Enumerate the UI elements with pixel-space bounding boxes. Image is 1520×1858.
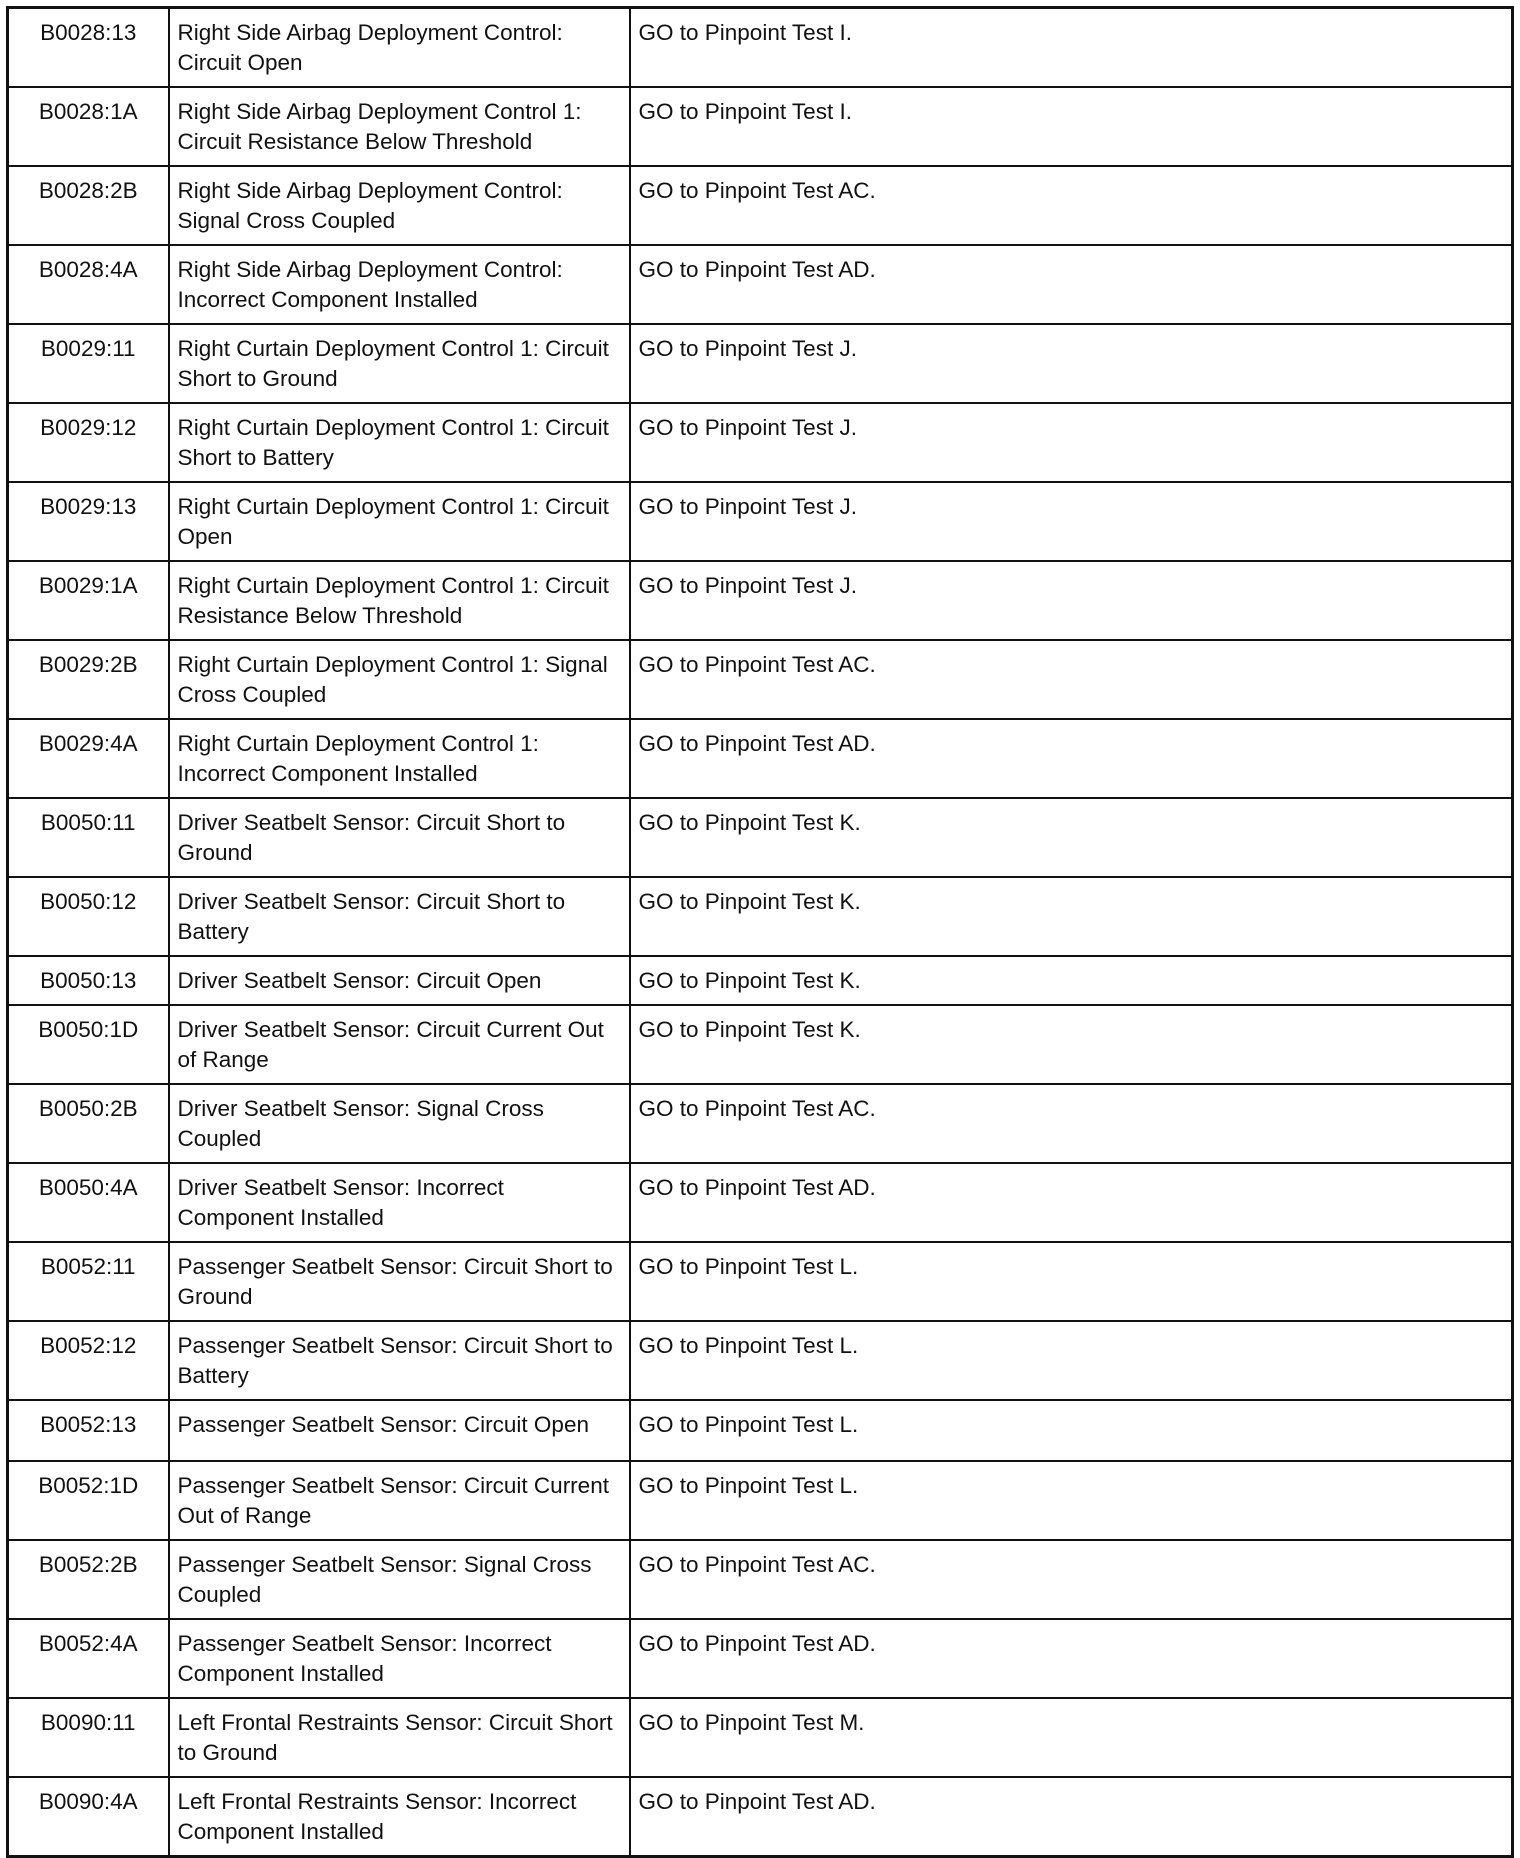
table-row bbox=[8, 956, 1513, 1005]
dtc-code-cell: B0050:1D bbox=[8, 1005, 169, 1084]
dtc-table bbox=[6, 6, 1514, 1858]
dtc-chart-page bbox=[6, 6, 1511, 1858]
table-row bbox=[8, 1005, 1513, 1084]
table-row bbox=[8, 166, 1513, 245]
action-cell: GO to Pinpoint Test K. bbox=[630, 798, 1513, 877]
table-row bbox=[8, 1540, 1513, 1619]
table-row bbox=[8, 640, 1513, 719]
dtc-code-cell: B0052:1D bbox=[8, 1461, 169, 1540]
action-cell: GO to Pinpoint Test K. bbox=[630, 956, 1513, 1005]
table-row bbox=[8, 561, 1513, 640]
description-cell: Right Side Airbag Deployment Control: Signal Cross Coupled bbox=[169, 166, 630, 245]
table-row bbox=[8, 1619, 1513, 1698]
dtc-code-cell: B0052:12 bbox=[8, 1321, 169, 1400]
table-row bbox=[8, 482, 1513, 561]
description-cell: Right Side Airbag Deployment Control: Incorrect Component Installed bbox=[169, 245, 630, 324]
dtc-code-cell: B0052:2B bbox=[8, 1540, 169, 1619]
action-cell: GO to Pinpoint Test L. bbox=[630, 1242, 1513, 1321]
description-cell: Driver Seatbelt Sensor: Circuit Short to Ground bbox=[169, 798, 630, 877]
dtc-code-cell: B0029:12 bbox=[8, 403, 169, 482]
dtc-code-cell: B0029:1A bbox=[8, 561, 169, 640]
dtc-code-cell: B0028:2B bbox=[8, 166, 169, 245]
action-cell: GO to Pinpoint Test K. bbox=[630, 1005, 1513, 1084]
description-cell: Right Curtain Deployment Control 1: Circuit Short to Battery bbox=[169, 403, 630, 482]
dtc-code-cell: B0050:12 bbox=[8, 877, 169, 956]
description-cell: Left Frontal Restraints Sensor: Incorrect Component Installed bbox=[169, 1777, 630, 1857]
action-cell: GO to Pinpoint Test I. bbox=[630, 87, 1513, 166]
dtc-code-cell: B0052:4A bbox=[8, 1619, 169, 1698]
description-cell: Passenger Seatbelt Sensor: Circuit Current Out of Range bbox=[169, 1461, 630, 1540]
description-cell: Driver Seatbelt Sensor: Incorrect Component Installed bbox=[169, 1163, 630, 1242]
description-cell: Driver Seatbelt Sensor: Circuit Short to Battery bbox=[169, 877, 630, 956]
action-cell: GO to Pinpoint Test J. bbox=[630, 482, 1513, 561]
table-row bbox=[8, 1163, 1513, 1242]
table-row bbox=[8, 403, 1513, 482]
table-row bbox=[8, 324, 1513, 403]
dtc-code-cell: B0029:2B bbox=[8, 640, 169, 719]
dtc-code-cell: B0050:13 bbox=[8, 956, 169, 1005]
description-cell: Right Curtain Deployment Control 1: Circuit Short to Ground bbox=[169, 324, 630, 403]
dtc-code-cell: B0090:4A bbox=[8, 1777, 169, 1857]
description-cell: Passenger Seatbelt Sensor: Circuit Open bbox=[169, 1400, 630, 1461]
dtc-code-cell: B0028:13 bbox=[8, 8, 169, 88]
dtc-code-cell: B0052:11 bbox=[8, 1242, 169, 1321]
dtc-code-cell: B0050:11 bbox=[8, 798, 169, 877]
table-row bbox=[8, 1084, 1513, 1163]
description-cell: Driver Seatbelt Sensor: Circuit Open bbox=[169, 956, 630, 1005]
description-cell: Passenger Seatbelt Sensor: Signal Cross Coupled bbox=[169, 1540, 630, 1619]
description-cell: Right Side Airbag Deployment Control: Circuit Open bbox=[169, 8, 630, 88]
action-cell: GO to Pinpoint Test L. bbox=[630, 1321, 1513, 1400]
action-cell: GO to Pinpoint Test AC. bbox=[630, 1540, 1513, 1619]
description-cell: Driver Seatbelt Sensor: Circuit Current Out of Range bbox=[169, 1005, 630, 1084]
dtc-code-cell: B0050:4A bbox=[8, 1163, 169, 1242]
dtc-code-cell: B0029:13 bbox=[8, 482, 169, 561]
action-cell: GO to Pinpoint Test AC. bbox=[630, 640, 1513, 719]
description-cell: Right Curtain Deployment Control 1: Signal Cross Coupled bbox=[169, 640, 630, 719]
action-cell: GO to Pinpoint Test AC. bbox=[630, 166, 1513, 245]
description-cell: Right Curtain Deployment Control 1: Circuit Resistance Below Threshold bbox=[169, 561, 630, 640]
table-row bbox=[8, 1698, 1513, 1777]
table-row bbox=[8, 1242, 1513, 1321]
dtc-code-cell: B0090:11 bbox=[8, 1698, 169, 1777]
dtc-code-cell: B0028:4A bbox=[8, 245, 169, 324]
table-row bbox=[8, 798, 1513, 877]
description-cell: Driver Seatbelt Sensor: Signal Cross Coupled bbox=[169, 1084, 630, 1163]
action-cell: GO to Pinpoint Test AD. bbox=[630, 1163, 1513, 1242]
description-cell: Right Curtain Deployment Control 1: Circuit Open bbox=[169, 482, 630, 561]
description-cell: Passenger Seatbelt Sensor: Incorrect Component Installed bbox=[169, 1619, 630, 1698]
action-cell: GO to Pinpoint Test AC. bbox=[630, 1084, 1513, 1163]
action-cell: GO to Pinpoint Test J. bbox=[630, 324, 1513, 403]
table-row bbox=[8, 8, 1513, 88]
description-cell: Passenger Seatbelt Sensor: Circuit Short to Ground bbox=[169, 1242, 630, 1321]
dtc-code-cell: B0029:4A bbox=[8, 719, 169, 798]
action-cell: GO to Pinpoint Test AD. bbox=[630, 245, 1513, 324]
action-cell: GO to Pinpoint Test K. bbox=[630, 877, 1513, 956]
dtc-table-body bbox=[8, 8, 1513, 1857]
table-row bbox=[8, 877, 1513, 956]
table-row bbox=[8, 87, 1513, 166]
table-row bbox=[8, 719, 1513, 798]
action-cell: GO to Pinpoint Test AD. bbox=[630, 1777, 1513, 1857]
dtc-code-cell: B0052:13 bbox=[8, 1400, 169, 1461]
table-row bbox=[8, 1321, 1513, 1400]
table-row bbox=[8, 245, 1513, 324]
table-row bbox=[8, 1461, 1513, 1540]
action-cell: GO to Pinpoint Test M. bbox=[630, 1698, 1513, 1777]
description-cell: Right Curtain Deployment Control 1: Incorrect Component Installed bbox=[169, 719, 630, 798]
action-cell: GO to Pinpoint Test J. bbox=[630, 403, 1513, 482]
dtc-code-cell: B0029:11 bbox=[8, 324, 169, 403]
action-cell: GO to Pinpoint Test AD. bbox=[630, 719, 1513, 798]
action-cell: GO to Pinpoint Test AD. bbox=[630, 1619, 1513, 1698]
action-cell: GO to Pinpoint Test J. bbox=[630, 561, 1513, 640]
description-cell: Right Side Airbag Deployment Control 1: Circuit Resistance Below Threshold bbox=[169, 87, 630, 166]
action-cell: GO to Pinpoint Test L. bbox=[630, 1400, 1513, 1461]
action-cell: GO to Pinpoint Test I. bbox=[630, 8, 1513, 88]
dtc-code-cell: B0050:2B bbox=[8, 1084, 169, 1163]
table-row bbox=[8, 1400, 1513, 1461]
table-row bbox=[8, 1777, 1513, 1857]
dtc-code-cell: B0028:1A bbox=[8, 87, 169, 166]
description-cell: Left Frontal Restraints Sensor: Circuit Short to Ground bbox=[169, 1698, 630, 1777]
description-cell: Passenger Seatbelt Sensor: Circuit Short to Battery bbox=[169, 1321, 630, 1400]
action-cell: GO to Pinpoint Test L. bbox=[630, 1461, 1513, 1540]
